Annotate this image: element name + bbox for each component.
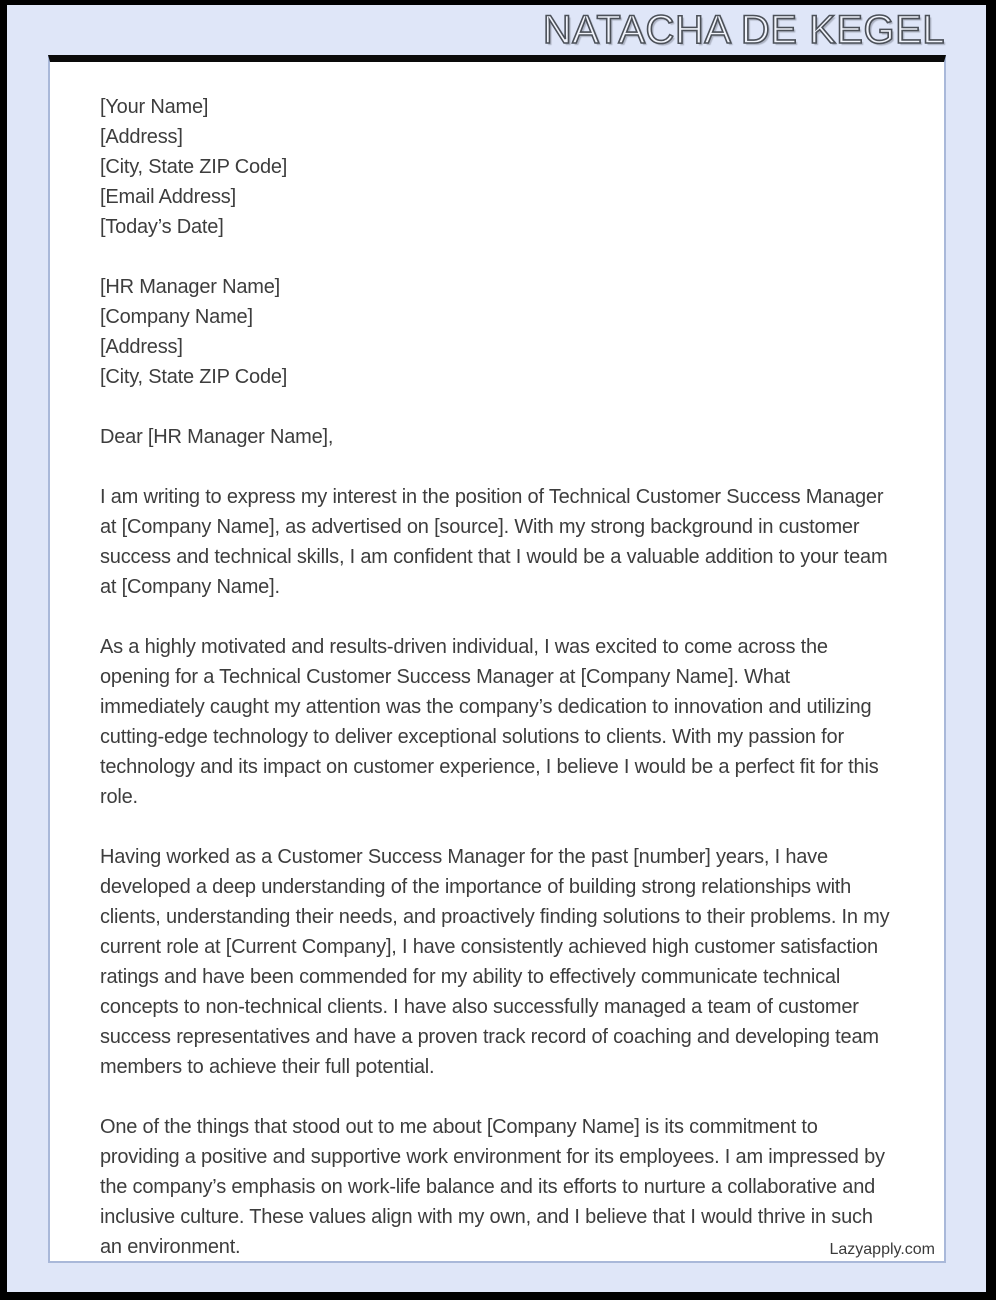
header-name: NATACHA DE KEGEL [542, 8, 945, 52]
recipient-address-block [100, 272, 892, 392]
body-paragraph: As a highly motivated and results-driven individual, I was excited to come across the opening for a Technical Customer Success Manager at [Company Name]. What immediately caught my attention was the company’s dedication to innovation and utilizing cutting-edge technology to deliver exceptional solutions to clients. With my passion for technology and its impact on customer experience, I believe I would be a perfect fit for this role. [100, 636, 879, 808]
sender-line: [Address] [100, 126, 183, 148]
letter-body [50, 62, 944, 1262]
document-page [48, 55, 946, 1263]
body-paragraph: Having worked as a Customer Success Manager for the past [number] years, I have developed a deep understanding of the importance of building strong relationships with clients, understanding their needs, and proactively finding solutions to their problems. In my current role at [Current Company], I have consistently achieved high customer satisfaction ratings and have been commended for my ability to effectively communicate technical concepts to non-technical clients. I have also successfully managed a team of customer success representatives and have a proven track record of coaching and developing team members to achieve their full potential. [100, 846, 890, 1078]
recipient-line: [HR Manager Name] [100, 276, 280, 298]
brand-watermark: Lazyapply.com [823, 1241, 935, 1259]
body-paragraph: I am writing to express my interest in the position of Technical Customer Success Manager at [Company Name], as advertised on [source]. With my strong background in customer success and technical skills, I am confident that I would be a valuable addition to your team at [Company Name]. [100, 486, 888, 598]
sender-address-block [100, 92, 892, 242]
sender-line: [Today’s Date] [100, 216, 224, 238]
body-paragraph: One of the things that stood out to me about [Company Name] is its commitment to providing a positive and supportive work environment for its employees. I am impressed by the company’s emphasis on work-life balance and its efforts to nurture a collaborative and inclusive culture. These values align with my own, and I believe that I would thrive in such an environment. [100, 1116, 885, 1258]
recipient-line: [Address] [100, 336, 183, 358]
sender-line: [Your Name] [100, 96, 209, 118]
salutation: Dear [HR Manager Name], [100, 426, 334, 448]
recipient-line: [City, State ZIP Code] [100, 366, 288, 388]
sender-line: [Email Address] [100, 186, 236, 208]
sender-line: [City, State ZIP Code] [100, 156, 288, 178]
recipient-line: [Company Name] [100, 306, 253, 328]
